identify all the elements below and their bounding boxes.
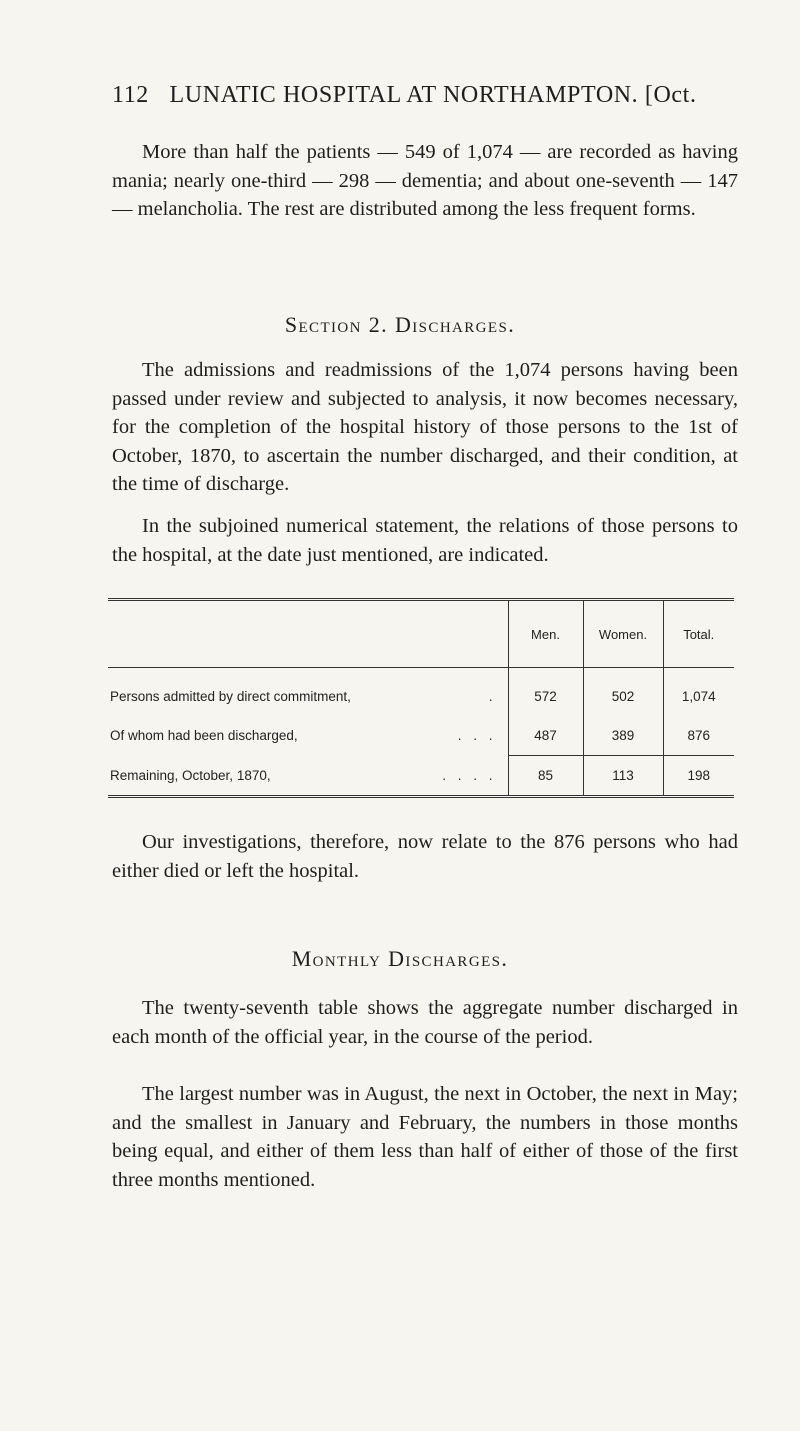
cell-total: 876: [663, 716, 734, 756]
paragraph-twenty-seventh-table: The twenty-seventh table shows the aggregate number discharged in each month of the official year, in the course of the period.: [112, 997, 738, 1048]
section-heading-monthly: Monthly Discharges.: [291, 946, 509, 971]
paragraph-investigations: Our investigations, therefore, now relate to the 876 persons who had either died or left the hospital.: [112, 831, 738, 882]
cell-women: 502: [583, 668, 663, 717]
table-header-total: Total.: [663, 600, 734, 668]
cell-women: 113: [583, 756, 663, 797]
cell-men: 487: [508, 716, 583, 756]
row-label: Persons admitted by direct commitment, .: [110, 689, 497, 704]
table-row: [108, 668, 734, 717]
cell-women: 389: [583, 716, 663, 756]
header-date: [Oct.: [644, 82, 697, 108]
row-label: Remaining, October, 1870, . . . .: [110, 767, 497, 783]
cell-total: 198: [663, 756, 734, 797]
row-label: Of whom had been discharged, . . .: [110, 728, 497, 744]
paragraph-largest-number: The largest number was in August, the next in October, the next in May; and the smallest in January and February, the numbers in those months being equal, and either of them less than half of either of those of the first three months mentioned.: [112, 1083, 738, 1191]
discharge-statistics-table: [108, 598, 734, 798]
table-header-men: Men.: [508, 600, 583, 668]
table-row: [108, 716, 734, 756]
table-header-row: [108, 600, 734, 668]
paragraph-review: The admissions and readmissions of the 1,074 persons having been passed under review and subjected to analysis, it now becomes necessary, for the completion of the hospital history of those persons to the 1st of October, 1870, to ascertain the number discharged, and their condition, at the time of discharge.: [112, 359, 738, 495]
paragraph-diagnoses: More than half the patients — 549 of 1,074 — are recorded as having mania; nearly one-third — 298 — dementia; and about one-seventh — 147 — melancholia. The rest are distributed among the less frequent forms.: [112, 141, 738, 220]
cell-men: 572: [508, 668, 583, 717]
running-header: [112, 82, 742, 109]
cell-total: 1,074: [663, 668, 734, 717]
paragraph-statement: In the subjoined numerical statement, the relations of those persons to the hospital, at the date just mentioned, are indicated.: [112, 515, 738, 566]
section-heading-discharges: Section 2. Discharges.: [284, 312, 516, 337]
table-row: [108, 756, 734, 797]
table-header-label: [108, 600, 508, 668]
table-header-women: Women.: [583, 600, 663, 668]
page-number: 112: [112, 82, 149, 108]
running-title: LUNATIC HOSPITAL AT NORTHAMPTON.: [169, 82, 639, 108]
cell-men: 85: [508, 756, 583, 797]
